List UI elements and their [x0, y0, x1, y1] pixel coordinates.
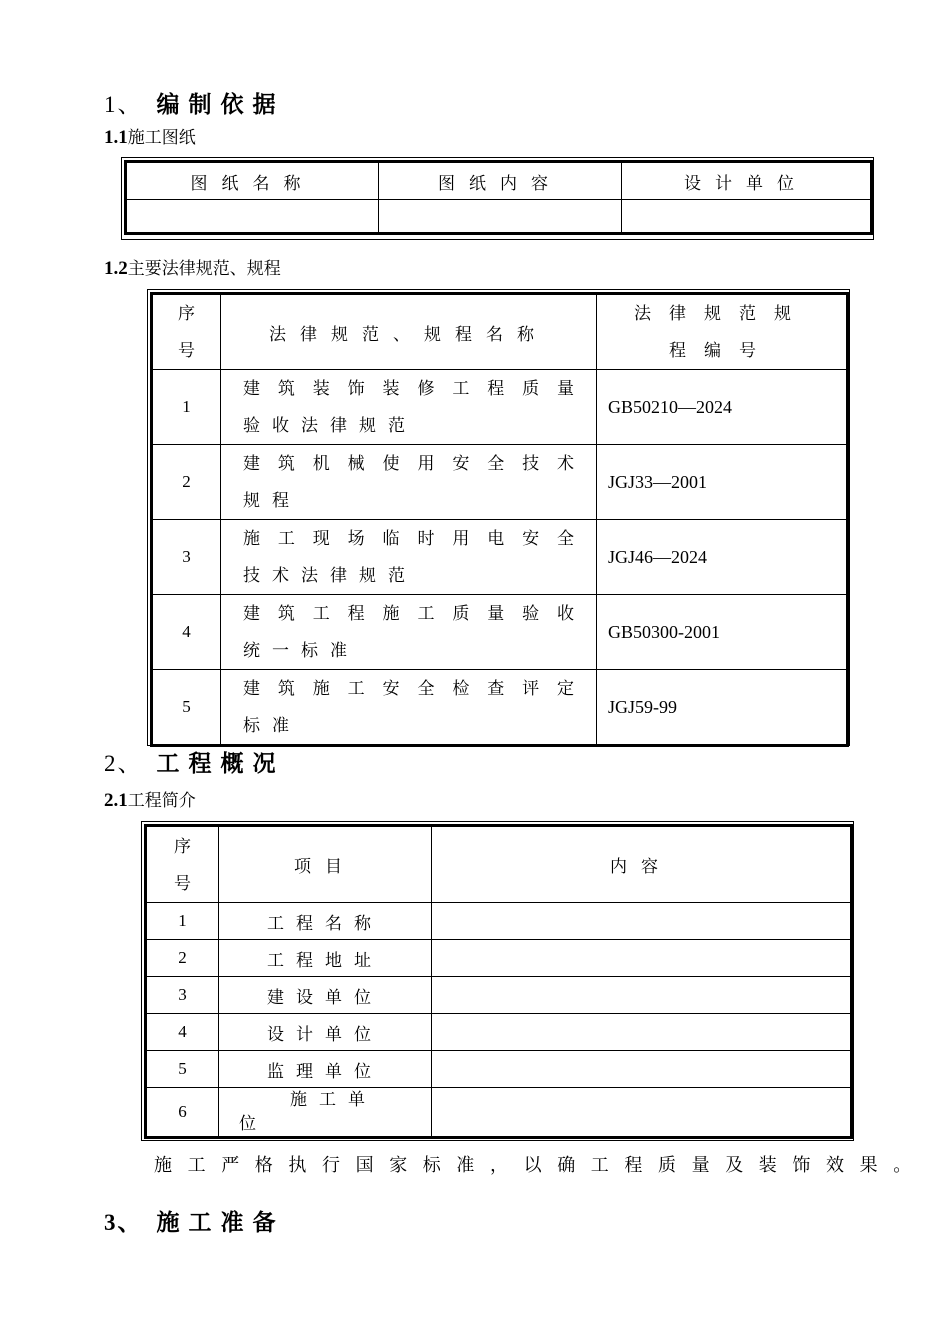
- subsection-1-1-number: 1.1: [104, 127, 128, 148]
- overview-row-no: 5: [146, 1051, 219, 1088]
- laws-header-no-text: 序号: [178, 304, 195, 360]
- table-row: [146, 940, 852, 977]
- subsection-1-2-heading: [104, 254, 281, 280]
- overview-row-item: 设计单位: [219, 1014, 432, 1051]
- laws-row-code: JGJ33—2001: [597, 445, 848, 520]
- overview-row-no: 4: [146, 1014, 219, 1051]
- drawings-header-designer: 设计单位: [622, 162, 872, 200]
- overview-row-no: 1: [146, 903, 219, 940]
- table-row: [152, 670, 848, 746]
- body-paragraph: 施工严格执行国家标准，以确工程质量及装饰效果。: [154, 1155, 927, 1175]
- laws-row-name: [221, 520, 597, 595]
- drawings-cell: [379, 200, 622, 234]
- section-1-heading: [104, 86, 285, 119]
- laws-row-no: 3: [152, 520, 221, 595]
- laws-row-name: [221, 370, 597, 445]
- overview-row-content: [432, 1014, 852, 1051]
- table-row: [146, 1014, 852, 1051]
- laws-row-name-line2: 标准: [243, 716, 301, 735]
- table-row: [152, 370, 848, 445]
- section-2-number: 2、: [104, 751, 143, 776]
- overview-row-content: [432, 977, 852, 1014]
- drawings-cell: [126, 200, 379, 234]
- laws-row-name-line1: 施工现场临时用电安全: [243, 529, 574, 548]
- overview-header-no-text: 序号: [174, 837, 191, 893]
- laws-row-name-line2: 验收法律规范: [243, 416, 417, 435]
- laws-header-code: [597, 294, 848, 370]
- laws-table: [150, 292, 849, 747]
- laws-row-name-line2: 规程: [243, 491, 301, 510]
- laws-row-no: 1: [152, 370, 221, 445]
- overview-row-no: 6: [146, 1088, 219, 1138]
- overview-row-item-line1: 施工单: [290, 1090, 377, 1109]
- overview-row-item: [219, 1088, 432, 1138]
- section-1-title: 编制依据: [156, 92, 285, 117]
- overview-row-item: 工程名称: [219, 903, 432, 940]
- overview-row-no: 2: [146, 940, 219, 977]
- overview-row-content: [432, 1088, 852, 1138]
- drawings-header-content: 图纸内容: [379, 162, 622, 200]
- section-3-title: 施工准备: [156, 1210, 285, 1235]
- overview-header-content: 内容: [432, 826, 852, 903]
- overview-row-content: [432, 1051, 852, 1088]
- laws-row-no: 4: [152, 595, 221, 670]
- subsection-1-2-number: 1.2: [104, 258, 128, 279]
- table-row: [126, 200, 872, 234]
- section-2-title: 工程概况: [156, 751, 285, 776]
- overview-table: [144, 824, 853, 1139]
- laws-row-name: [221, 595, 597, 670]
- laws-row-name-line2: 技术法律规范: [243, 566, 417, 585]
- drawings-header-name: 图纸名称: [126, 162, 379, 200]
- subsection-1-2-title: 主要法律规范、规程: [127, 259, 281, 278]
- table-row: [146, 1088, 852, 1138]
- laws-row-name-line1: 建筑机械使用安全技术: [243, 454, 574, 473]
- laws-row-name-line1: 建筑装饰装修工程质量: [243, 379, 574, 398]
- laws-row-code: GB50300-2001: [597, 595, 848, 670]
- overview-header-no: [146, 826, 219, 903]
- section-2-heading: [104, 745, 285, 778]
- overview-row-content: [432, 940, 852, 977]
- laws-header-name: 法律规范、规程名称: [221, 294, 597, 370]
- subsection-2-1-title: 工程简介: [127, 791, 196, 810]
- overview-header-item: 项目: [219, 826, 432, 903]
- table-row: [146, 1051, 852, 1088]
- section-3-number: 3、: [104, 1210, 143, 1235]
- laws-row-no: 2: [152, 445, 221, 520]
- laws-row-code: JGJ59-99: [597, 670, 848, 746]
- subsection-2-1-heading: [104, 786, 196, 812]
- table-row: [146, 977, 852, 1014]
- laws-header-no: [152, 294, 221, 370]
- subsection-1-1-title: 施工图纸: [127, 128, 196, 147]
- table-row: [146, 903, 852, 940]
- laws-row-code: GB50210—2024: [597, 370, 848, 445]
- table-row: [152, 445, 848, 520]
- section-1-number: 1、: [104, 92, 143, 117]
- overview-row-item: 工程地址: [219, 940, 432, 977]
- table-row: [152, 595, 848, 670]
- subsection-1-1-heading: [104, 123, 196, 149]
- table-row: [152, 520, 848, 595]
- drawings-table: [124, 160, 873, 235]
- laws-row-name: [221, 670, 597, 746]
- overview-row-item: 监理单位: [219, 1051, 432, 1088]
- section-3-heading: [104, 1204, 285, 1237]
- overview-row-item-line2: 位: [239, 1114, 256, 1133]
- drawings-cell: [622, 200, 872, 234]
- laws-header-code-text: 法律规范规程编号: [634, 304, 809, 360]
- laws-row-name-line2: 统一标准: [243, 641, 359, 660]
- overview-row-content: [432, 903, 852, 940]
- laws-row-code: JGJ46—2024: [597, 520, 848, 595]
- subsection-2-1-number: 2.1: [104, 790, 128, 811]
- overview-row-item: 建设单位: [219, 977, 432, 1014]
- laws-row-name: [221, 445, 597, 520]
- laws-row-name-line1: 建筑施工安全检查评定: [243, 679, 574, 698]
- laws-row-name-line1: 建筑工程施工质量验收: [243, 604, 574, 623]
- laws-row-no: 5: [152, 670, 221, 746]
- overview-row-no: 3: [146, 977, 219, 1014]
